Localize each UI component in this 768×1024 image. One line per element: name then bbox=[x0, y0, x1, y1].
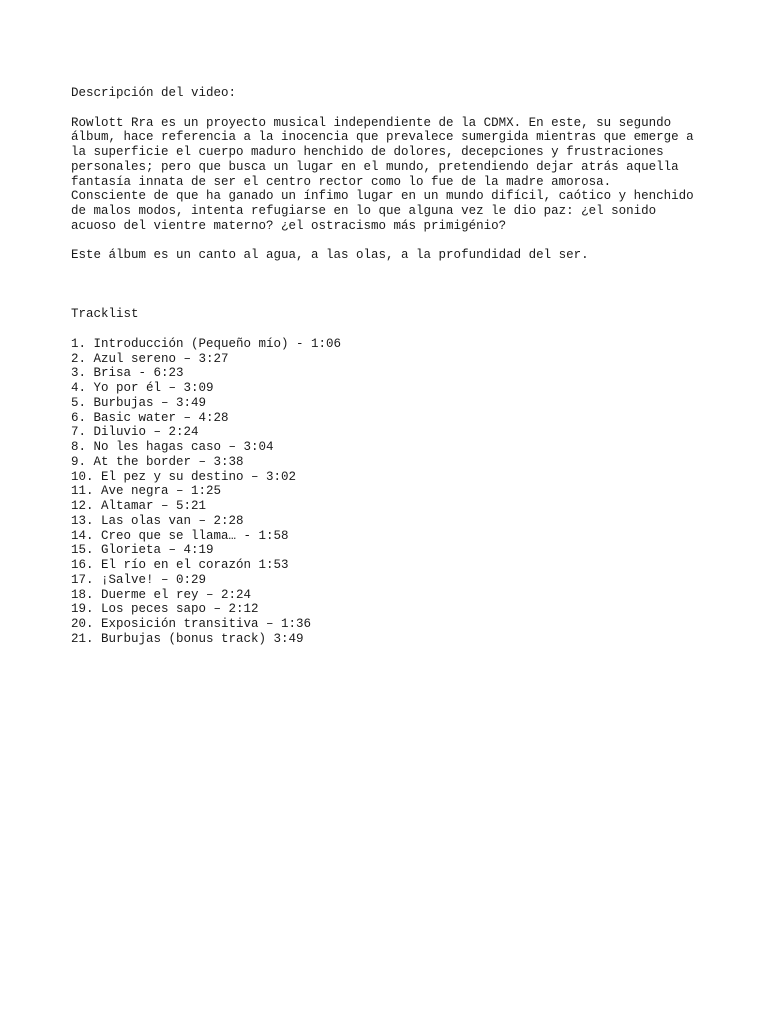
spacer bbox=[71, 293, 731, 308]
track-item: 7. Diluvio – 2:24 bbox=[71, 425, 199, 440]
spacer bbox=[71, 263, 731, 293]
paragraph-line: Rowlott Rra es un proyecto musical independiente de la CDMX. En este, su segundo bbox=[71, 115, 672, 130]
document-page bbox=[71, 86, 731, 647]
closing-line: Este álbum es un canto al agua, a las olas, a la profundidad del ser. bbox=[71, 248, 589, 263]
paragraph-line: la superficie el cuerpo maduro henchido de dolores, decepciones y frustraciones bbox=[71, 145, 664, 159]
paragraph-line: de malos modos, intenta refugiarse en lo que alguna vez le dio paz: ¿el sonido bbox=[71, 204, 657, 218]
paragraph-line: acuoso del vientre materno? ¿el ostracismo más primigénio? bbox=[71, 218, 507, 233]
track-item: 6. Basic water – 4:28 bbox=[71, 410, 229, 425]
track-item: 15. Glorieta – 4:19 bbox=[71, 543, 214, 558]
paragraph-line: personales; pero que busca un lugar en el mundo, pretendiendo dejar atrás aquella bbox=[71, 159, 679, 174]
track-item: 18. Duerme el rey – 2:24 bbox=[71, 587, 252, 602]
track-item: 13. Las olas van – 2:28 bbox=[71, 513, 244, 528]
track-item: 21. Burbujas (bonus track) 3:49 bbox=[71, 631, 304, 646]
track-item: 3. Brisa - 6:23 bbox=[71, 366, 184, 381]
paragraph-line: Consciente de que ha ganado un ínfimo lugar en un mundo difícil, caótico y henchido bbox=[71, 189, 694, 204]
track-item: 10. El pez y su destino – 3:02 bbox=[71, 469, 297, 484]
track-item: 14. Creo que se llama… - 1:58 bbox=[71, 528, 289, 543]
description-heading: Descripción del video: bbox=[71, 86, 237, 100]
spacer bbox=[71, 101, 731, 116]
track-item: 2. Azul sereno – 3:27 bbox=[71, 351, 229, 366]
track-item: 1. Introducción (Pequeño mío) - 1:06 bbox=[71, 336, 342, 351]
track-item: 8. No les hagas caso – 3:04 bbox=[71, 440, 274, 454]
description-paragraph bbox=[71, 116, 731, 234]
tracklist bbox=[71, 337, 731, 647]
track-item: 4. Yo por él – 3:09 bbox=[71, 381, 214, 395]
spacer bbox=[71, 234, 731, 249]
paragraph-line: álbum, hace referencia a la inocencia que prevalece sumergida mientras que emerge a bbox=[71, 130, 694, 145]
track-item: 19. Los peces sapo – 2:12 bbox=[71, 602, 259, 617]
track-item: 9. At the border – 3:38 bbox=[71, 454, 244, 469]
track-item: 5. Burbujas – 3:49 bbox=[71, 395, 207, 410]
track-item: 16. El río en el corazón 1:53 bbox=[71, 558, 289, 572]
tracklist-heading: Tracklist bbox=[71, 307, 139, 322]
track-item: 20. Exposición transitiva – 1:36 bbox=[71, 617, 312, 631]
track-item: 11. Ave negra – 1:25 bbox=[71, 484, 222, 499]
paragraph-line: fantasía innata de ser el centro rector como lo fue de la madre amorosa. bbox=[71, 174, 612, 189]
track-item: 12. Altamar – 5:21 bbox=[71, 499, 207, 513]
spacer bbox=[71, 322, 731, 337]
track-item: 17. ¡Salve! – 0:29 bbox=[71, 572, 207, 587]
